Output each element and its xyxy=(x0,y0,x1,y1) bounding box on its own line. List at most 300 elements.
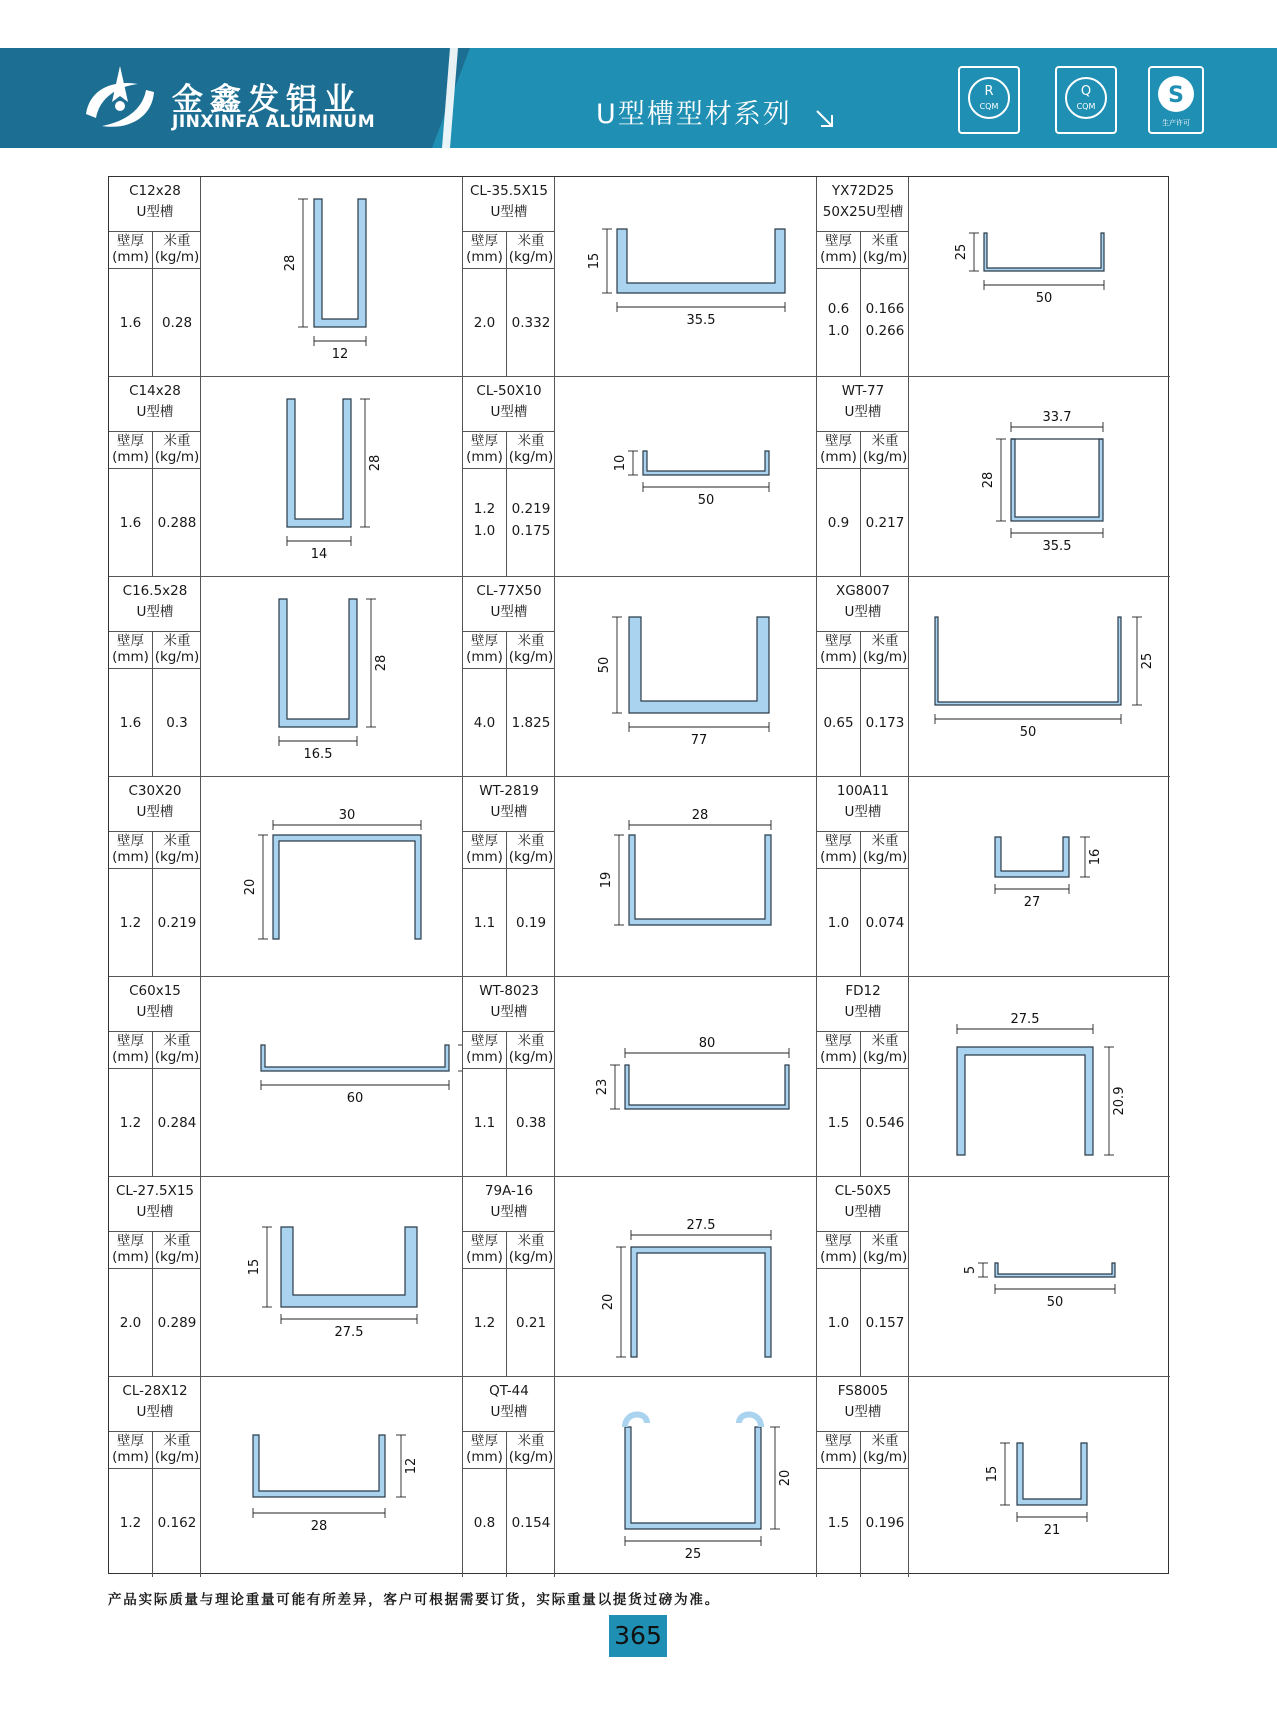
thickness-header-label: 壁厚 xyxy=(825,1233,852,1249)
dim-width: 16.5 xyxy=(303,747,333,762)
thickness-value-2: 1.0 xyxy=(827,323,850,339)
profile-drawing-cell xyxy=(555,177,817,377)
weight-header xyxy=(153,632,201,669)
thickness-header-label: 壁厚 xyxy=(117,1433,144,1449)
product-block xyxy=(817,777,1170,977)
dim-height: 28 xyxy=(283,254,298,272)
product-code: CL-35.5X15 xyxy=(469,183,549,199)
profile-shape xyxy=(643,451,769,475)
weight-value-cell xyxy=(507,469,555,577)
product-code: C12x28 xyxy=(129,183,181,199)
weight-header xyxy=(507,832,555,869)
thickness-value: 0.8 xyxy=(473,1515,496,1531)
weight-value-cell xyxy=(861,1069,909,1177)
weight-value: 0.546 xyxy=(865,1115,905,1131)
profile-drawing-cell xyxy=(909,177,1170,377)
product-code-box xyxy=(463,1181,555,1223)
thickness-header xyxy=(109,832,153,869)
product-code: XG8007 xyxy=(835,583,891,599)
thickness-value: 1.5 xyxy=(827,1515,850,1531)
profile-shape xyxy=(957,1047,1093,1155)
dim-height: 23 xyxy=(595,1078,610,1096)
product-block xyxy=(463,1377,817,1577)
weight-value: 0.289 xyxy=(157,1315,197,1331)
spec-header-row xyxy=(463,231,555,269)
thickness-header-label: 壁厚 xyxy=(471,833,498,849)
weight-header-unit: (kg/m) xyxy=(862,849,908,865)
product-code: CL-50X5 xyxy=(834,1183,892,1199)
weight-header xyxy=(861,432,909,469)
dim-width: 28 xyxy=(691,808,709,823)
product-code: WT-77 xyxy=(841,383,885,399)
thickness-header-label: 壁厚 xyxy=(117,233,144,249)
weight-header-unit: (kg/m) xyxy=(862,1249,908,1265)
dim-height: 15 xyxy=(247,1258,262,1276)
spec-label-column xyxy=(817,977,909,1177)
thickness-header-unit: (mm) xyxy=(466,449,503,465)
qs-license-badge-icon xyxy=(1148,66,1204,134)
profile-drawing-cell xyxy=(555,577,817,777)
thickness-header-unit: (mm) xyxy=(466,1249,503,1265)
thickness-header-unit: (mm) xyxy=(466,1049,503,1065)
profile-drawing xyxy=(909,177,1169,376)
brand-name-en: JINXINFA ALUMINUM xyxy=(172,112,376,132)
series-title: U型槽型材系列 xyxy=(596,99,792,130)
spec-label-column xyxy=(463,977,555,1177)
thickness-header xyxy=(817,1032,861,1069)
thickness-value-cell xyxy=(817,669,861,777)
thickness-header-label: 壁厚 xyxy=(825,433,852,449)
product-code-box xyxy=(109,781,201,823)
product-block xyxy=(817,177,1170,377)
dim-width: 60 xyxy=(346,1091,364,1106)
product-code-box xyxy=(463,381,555,423)
weight-header-label: 米重 xyxy=(871,1033,899,1049)
weight-header xyxy=(507,1032,555,1069)
weight-header-label: 米重 xyxy=(517,1233,545,1249)
thickness-header-unit: (mm) xyxy=(112,1449,149,1465)
weight-header-label: 米重 xyxy=(163,1033,191,1049)
spec-header-row xyxy=(817,431,909,469)
dim-height: 15 xyxy=(587,252,602,270)
weight-header-label: 米重 xyxy=(517,233,545,249)
thickness-header xyxy=(817,832,861,869)
weight-header-unit: (kg/m) xyxy=(508,849,554,865)
profile-drawing xyxy=(201,577,462,776)
dim-width: 77 xyxy=(690,733,708,748)
brand-name-cn: 金鑫发铝业 xyxy=(172,82,362,118)
weight-header xyxy=(861,1432,909,1469)
weight-header-unit: (kg/m) xyxy=(154,1249,200,1265)
product-code: FD12 xyxy=(845,983,881,999)
thickness-value: 2.0 xyxy=(473,315,496,331)
product-type: U型槽 xyxy=(844,1204,882,1220)
thickness-value-cell xyxy=(817,1069,861,1177)
thickness-header-label: 壁厚 xyxy=(471,1433,498,1449)
dim-width: 50 xyxy=(1019,725,1037,740)
weight-header-unit: (kg/m) xyxy=(862,649,908,665)
thickness-value: 1.2 xyxy=(119,1115,142,1131)
product-block xyxy=(463,977,817,1177)
product-code-line2: 50X25U型槽 xyxy=(822,204,904,220)
weight-header-label: 米重 xyxy=(163,833,191,849)
weight-header xyxy=(153,432,201,469)
thickness-value: 4.0 xyxy=(473,715,496,731)
dim-width: 28 xyxy=(310,1519,328,1534)
product-block xyxy=(463,177,817,377)
weight-header-label: 米重 xyxy=(517,633,545,649)
weight-value: 0.288 xyxy=(157,515,197,531)
thickness-value-cell xyxy=(109,469,153,577)
profile-drawing-cell xyxy=(555,977,817,1177)
dim-width: 25 xyxy=(684,1547,702,1562)
profile-drawing xyxy=(555,1177,816,1376)
thickness-header xyxy=(463,832,507,869)
profile-shape xyxy=(1011,439,1103,521)
thickness-header xyxy=(817,232,861,269)
cert-r-label: R xyxy=(984,84,994,99)
spec-label-column xyxy=(463,1177,555,1377)
product-block xyxy=(817,377,1170,577)
weight-value: 0.28 xyxy=(161,315,193,331)
product-code: CL-77X50 xyxy=(476,583,542,599)
profile-drawing xyxy=(555,177,816,376)
weight-value: 0.219 xyxy=(157,915,197,931)
product-type: U型槽 xyxy=(490,404,528,420)
product-type: U型槽 xyxy=(136,604,174,620)
thickness-header-label: 壁厚 xyxy=(117,833,144,849)
weight-header-unit: (kg/m) xyxy=(508,249,554,265)
dim-height: 20 xyxy=(601,1293,616,1311)
profile-drawing-cell xyxy=(201,577,463,777)
profile-drawing-cell xyxy=(201,1377,463,1577)
product-block xyxy=(109,977,463,1177)
product-type: U型槽 xyxy=(136,1004,174,1020)
thickness-value: 1.5 xyxy=(827,1115,850,1131)
weight-header-unit: (kg/m) xyxy=(508,1449,554,1465)
dim-width: 27.5 xyxy=(686,1218,716,1233)
thickness-header-label: 壁厚 xyxy=(825,233,852,249)
spec-header-row xyxy=(817,1231,909,1269)
thickness-header-unit: (mm) xyxy=(466,249,503,265)
spec-label-column xyxy=(109,977,201,1177)
spec-header-row xyxy=(817,631,909,669)
product-type: U型槽 xyxy=(844,404,882,420)
product-code: YX72D25 xyxy=(831,183,895,199)
weight-value-cell xyxy=(153,869,201,977)
weight-header-label: 米重 xyxy=(517,433,545,449)
product-code-box xyxy=(817,981,909,1023)
spec-label-column xyxy=(463,177,555,377)
profile-shape xyxy=(261,1045,449,1071)
thickness-header xyxy=(463,432,507,469)
weight-value: 1.825 xyxy=(511,715,551,731)
product-type: U型槽 xyxy=(844,1404,882,1420)
thickness-value-cell xyxy=(817,469,861,577)
product-code: WT-8023 xyxy=(479,983,539,999)
weight-value: 0.284 xyxy=(157,1115,197,1131)
weight-value-cell xyxy=(507,1269,555,1377)
weight-value-cell xyxy=(861,1469,909,1577)
weight-value-cell xyxy=(507,669,555,777)
profile-shape xyxy=(629,617,769,713)
thickness-value: 1.6 xyxy=(119,715,142,731)
thickness-header-unit: (mm) xyxy=(112,1249,149,1265)
profile-shape xyxy=(617,229,785,293)
thickness-value-cell xyxy=(817,269,861,377)
weight-value-cell xyxy=(153,669,201,777)
weight-value: 0.219 xyxy=(511,501,551,517)
product-code-box xyxy=(463,581,555,623)
thickness-header xyxy=(109,432,153,469)
spec-label-column xyxy=(109,1177,201,1377)
weight-header xyxy=(153,232,201,269)
thickness-value-cell xyxy=(109,669,153,777)
page-number: 365 xyxy=(609,1615,667,1657)
spec-header-row xyxy=(463,431,555,469)
thickness-header-unit: (mm) xyxy=(820,1449,857,1465)
spec-label-column xyxy=(817,1177,909,1377)
thickness-header xyxy=(817,1232,861,1269)
weight-value: 0.21 xyxy=(515,1315,547,1331)
thickness-header xyxy=(463,632,507,669)
product-code: 79A-16 xyxy=(484,1183,534,1199)
profile-drawing-cell xyxy=(909,977,1170,1177)
weight-header-unit: (kg/m) xyxy=(154,849,200,865)
thickness-value-cell xyxy=(817,869,861,977)
product-code: QT-44 xyxy=(489,1383,529,1399)
spec-header-row xyxy=(817,1431,909,1469)
thickness-value: 1.0 xyxy=(827,1315,850,1331)
dim-height: 16 xyxy=(1088,848,1103,866)
thickness-value: 1.2 xyxy=(473,1315,496,1331)
thickness-value-cell xyxy=(109,1069,153,1177)
dim-height: 28 xyxy=(981,471,996,489)
product-code-box xyxy=(817,381,909,423)
thickness-value-cell xyxy=(817,1469,861,1577)
cert-q-cqm: CQM xyxy=(1076,102,1096,111)
thickness-value-cell xyxy=(463,1269,507,1377)
profile-shape xyxy=(287,399,351,527)
dim-height: 10 xyxy=(613,454,628,472)
product-block xyxy=(463,777,817,977)
product-type: U型槽 xyxy=(490,604,528,620)
dim-height: 25 xyxy=(1140,652,1155,670)
weight-header-unit: (kg/m) xyxy=(154,249,200,265)
spec-header-row xyxy=(109,231,201,269)
spec-label-column xyxy=(817,377,909,577)
dim-width: 12 xyxy=(331,347,349,362)
weight-value: 0.196 xyxy=(865,1515,905,1531)
spec-header-row xyxy=(817,1031,909,1069)
product-type: U型槽 xyxy=(136,804,174,820)
thickness-header-label: 壁厚 xyxy=(117,1233,144,1249)
dim-width: 50 xyxy=(697,493,715,508)
weight-header-unit: (kg/m) xyxy=(862,249,908,265)
product-code: 100A11 xyxy=(836,783,890,799)
weight-header xyxy=(861,632,909,669)
thickness-header-label: 壁厚 xyxy=(471,1233,498,1249)
weight-header-label: 米重 xyxy=(517,1033,545,1049)
thickness-header xyxy=(817,1432,861,1469)
thickness-value-cell xyxy=(463,469,507,577)
thickness-value: 1.2 xyxy=(473,501,496,517)
spec-header-row xyxy=(109,1231,201,1269)
spec-header-row xyxy=(463,1431,555,1469)
weight-value-cell xyxy=(153,269,201,377)
thickness-value: 1.1 xyxy=(473,1115,496,1131)
profile-drawing-cell xyxy=(555,777,817,977)
profile-shape xyxy=(273,835,421,939)
spec-label-column xyxy=(463,577,555,777)
product-type: U型槽 xyxy=(490,1204,528,1220)
profile-shape xyxy=(995,837,1069,877)
spec-header-row xyxy=(109,631,201,669)
thickness-value: 1.2 xyxy=(119,915,142,931)
thickness-value-cell xyxy=(109,1269,153,1377)
profile-left-hook xyxy=(625,1414,647,1427)
profile-drawing xyxy=(201,777,462,976)
thickness-header-label: 壁厚 xyxy=(471,433,498,449)
weight-value-cell xyxy=(153,1069,201,1177)
weight-header-label: 米重 xyxy=(163,433,191,449)
product-type: U型槽 xyxy=(136,404,174,420)
weight-value-cell xyxy=(507,869,555,977)
spec-header-row xyxy=(817,831,909,869)
dim-height: 15 xyxy=(985,1465,1000,1483)
profile-drawing xyxy=(201,377,462,576)
weight-value-cell xyxy=(507,1469,555,1577)
dim-width: 50 xyxy=(1046,1295,1064,1310)
weight-header xyxy=(153,1232,201,1269)
product-block xyxy=(463,1177,817,1377)
dim-height: 28 xyxy=(368,454,383,472)
thickness-header-unit: (mm) xyxy=(112,449,149,465)
thickness-value: 1.6 xyxy=(119,315,142,331)
thickness-header-unit: (mm) xyxy=(820,649,857,665)
profile-shape xyxy=(995,1263,1115,1277)
thickness-header xyxy=(463,1232,507,1269)
product-block xyxy=(463,377,817,577)
weight-value: 0.38 xyxy=(515,1115,547,1131)
product-code-box xyxy=(463,781,555,823)
thickness-header-unit: (mm) xyxy=(820,1249,857,1265)
product-block xyxy=(109,777,463,977)
profile-drawing xyxy=(201,177,462,376)
weight-header xyxy=(153,1432,201,1469)
thickness-value-cell xyxy=(109,869,153,977)
dim-width: 14 xyxy=(310,547,328,562)
profile-drawing-cell xyxy=(909,577,1170,777)
thickness-value-cell xyxy=(463,869,507,977)
product-code-box xyxy=(109,1381,201,1423)
weight-header-label: 米重 xyxy=(163,233,191,249)
dim-width: 35.5 xyxy=(686,313,716,328)
thickness-header-unit: (mm) xyxy=(466,849,503,865)
dim-height: 20 xyxy=(778,1469,793,1487)
weight-value-cell xyxy=(153,469,201,577)
profile-drawing-cell xyxy=(201,377,463,577)
product-block xyxy=(109,1377,463,1577)
profile-drawing-cell xyxy=(909,377,1170,577)
profile-drawing xyxy=(201,1377,462,1576)
thickness-value-cell xyxy=(817,1269,861,1377)
weight-header-unit: (kg/m) xyxy=(508,1249,554,1265)
thickness-value: 1.0 xyxy=(827,915,850,931)
product-code-box xyxy=(463,1381,555,1423)
profile-drawing-cell xyxy=(909,777,1170,977)
profile-drawing xyxy=(555,577,816,776)
product-type: U型槽 xyxy=(136,204,174,220)
product-block xyxy=(817,977,1170,1177)
product-type: U型槽 xyxy=(490,1404,528,1420)
profile-drawing-cell xyxy=(555,1377,817,1577)
weight-header-label: 米重 xyxy=(871,833,899,849)
profile-drawing-cell xyxy=(201,177,463,377)
spec-header-row xyxy=(463,831,555,869)
thickness-value-cell xyxy=(463,269,507,377)
thickness-header xyxy=(109,632,153,669)
profile-drawing xyxy=(555,777,816,976)
spec-header-row xyxy=(109,431,201,469)
weight-header-label: 米重 xyxy=(163,1433,191,1449)
product-code: WT-2819 xyxy=(479,783,539,799)
spec-header-row xyxy=(463,1031,555,1069)
product-code-box xyxy=(817,1381,909,1423)
thickness-header-unit: (mm) xyxy=(820,449,857,465)
thickness-value: 1.1 xyxy=(473,915,496,931)
spec-header-row xyxy=(463,631,555,669)
arrow-down-right-icon xyxy=(814,108,836,130)
dim-width: 27 xyxy=(1023,895,1041,910)
weight-header-unit: (kg/m) xyxy=(508,1049,554,1065)
spec-label-column xyxy=(463,377,555,577)
profile-drawing-cell xyxy=(201,977,463,1177)
weight-header-unit: (kg/m) xyxy=(862,449,908,465)
dim-top-width: 33.7 xyxy=(1042,410,1072,425)
profile-shape xyxy=(935,617,1121,705)
dim-height: 25 xyxy=(954,243,969,261)
profile-shape xyxy=(984,233,1104,271)
profile-shape xyxy=(253,1435,385,1497)
dim-width: 27.5 xyxy=(1010,1012,1040,1027)
product-code: FS8005 xyxy=(837,1383,889,1399)
cert-s-caption: 生产许可 xyxy=(1162,119,1190,127)
product-code-box xyxy=(109,181,201,223)
product-block xyxy=(109,1177,463,1377)
profile-drawing xyxy=(201,977,462,1176)
cert-q-label: Q xyxy=(1080,84,1092,99)
weight-header xyxy=(507,232,555,269)
spec-header-row xyxy=(109,831,201,869)
product-block xyxy=(109,177,463,377)
profile-shape xyxy=(625,1427,761,1529)
thickness-header-label: 壁厚 xyxy=(117,1033,144,1049)
spec-header-row xyxy=(109,1431,201,1469)
weight-value: 0.19 xyxy=(515,915,547,931)
thickness-value-cell xyxy=(463,669,507,777)
weight-header-label: 米重 xyxy=(163,1233,191,1249)
thickness-header-unit: (mm) xyxy=(466,1449,503,1465)
weight-value-cell xyxy=(507,1069,555,1177)
thickness-header xyxy=(463,1432,507,1469)
thickness-header-unit: (mm) xyxy=(820,1049,857,1065)
thickness-header xyxy=(463,232,507,269)
product-type: U型槽 xyxy=(490,1004,528,1020)
profile-drawing xyxy=(909,377,1169,576)
weight-header xyxy=(507,1432,555,1469)
profile-drawing-cell xyxy=(201,777,463,977)
